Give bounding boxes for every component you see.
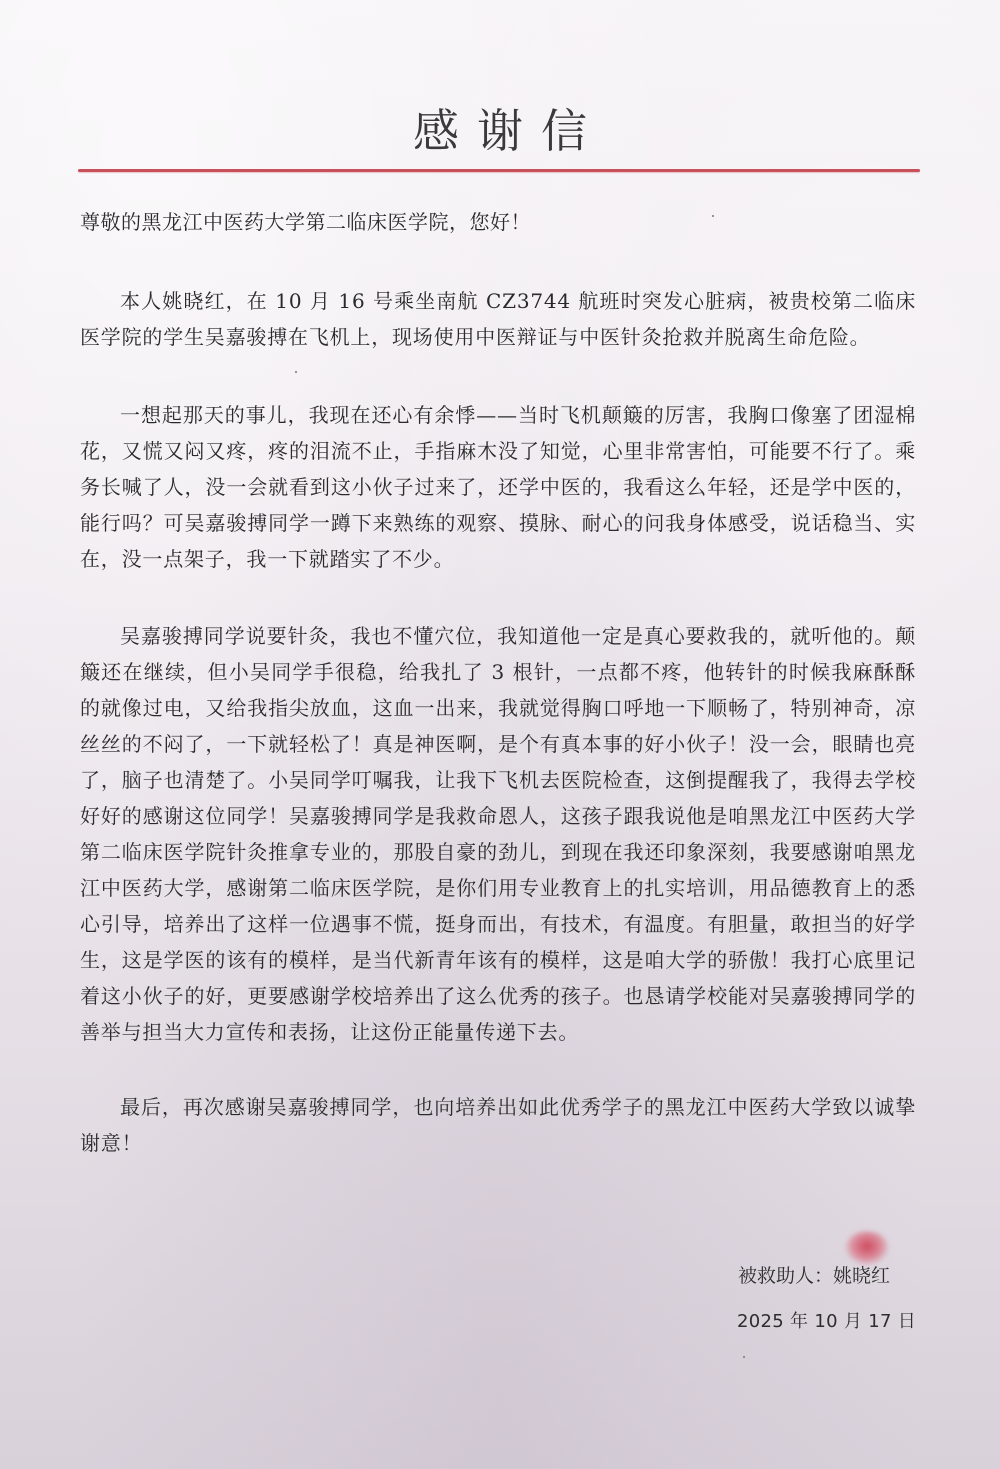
paper-speck — [743, 1356, 745, 1358]
red-seal-smudge-icon — [845, 1231, 889, 1265]
letter-date: 2025 年 10 月 17 日 — [737, 1311, 917, 1332]
paragraph-acupuncture-and-thanks: 吴嘉骏搏同学说要针灸，我也不懂穴位，我知道他一定是真心要救我的，就听他的。颠簸还在继续，但小吴同学手很稳，给我扎了 3 根针，一点都不疼，他转针的时候我麻酥酥的就像过电，又给我指尖放血，这血一出来，我就觉得胸口呼地一下顺畅了，特别神奇，凉丝丝的不闷了，一下就轻松了！真是神医啊，是个有真本事的好小伙子！没一会，眼睛也亮了，脑子也清楚了。小吴同学叮嘱我，让我下飞机去医院检查，这倒提醒我了，我得去学校好好的感谢这位同学！吴嘉骏搏同学是我救命恩人，这孩子跟我说他是咱黑龙江中医药大学第二临床医学院针灸推拿专业的，那股自豪的劲儿，到现在我还印象深刻，我要感谢咱黑龙江中医药大学，感谢第二临床医学院，是你们用专业教育上的扎实培训，用品德教育上的悉心引导，培养出了这样一位遇事不慌，挺身而出，有技术，有温度。有胆量，敢担当的好学生，这是学医的该有的模样，是当代新青年该有的模样，这是咱大学的骄傲！我打心底里记着这小伙子的好，更要感谢学校培养出了这么优秀的孩子。也恳请学校能对吴嘉骏搏同学的善举与担当大力宣传和表扬，让这份正能量传递下去。 — [80, 624, 916, 1044]
paragraph-closing: 最后，再次感谢吴嘉骏搏同学，也向培养出如此优秀学子的黑龙江中医药大学致以诚挚谢意！ — [80, 1095, 916, 1155]
letter-title: 感谢信 — [413, 104, 605, 158]
paper-speck — [295, 371, 297, 373]
paragraph-recollection: 一想起那天的事儿，我现在还心有余悸——当时飞机颠簸的厉害，我胸口像塞了团湿棉花，又慌又闷又疼，疼的泪流不止，手指麻木没了知觉，心里非常害怕，可能要不行了。乘务长喊了人，没一会就看到这小伙子过来了，还学中医的，我看这么年轻，还是学中医的，能行吗？可吴嘉骏搏同学一蹲下来熟练的观察、摸脉、耐心的问我身体感受，说话稳当、实在，没一点架子，我一下就踏实了不少。 — [80, 403, 916, 571]
signature-name: 姚晓红 — [833, 1265, 891, 1287]
signature-name-wrap — [833, 1261, 890, 1288]
signature-label: 被救助人： — [738, 1265, 834, 1287]
paper-speck — [712, 215, 714, 217]
paragraph-incident: 本人姚晓红，在 10 月 16 号乘坐南航 CZ3744 航班时突发心脏病，被贵校第二临床医学院的学生吴嘉骏搏在飞机上，现场使用中医辩证与中医针灸抢救并脱离生命危险。 — [80, 289, 916, 349]
salutation: 尊敬的黑龙江中医药大学第二临床医学院，您好！ — [80, 210, 531, 234]
signature-line — [738, 1261, 890, 1288]
red-divider-line — [78, 169, 920, 172]
